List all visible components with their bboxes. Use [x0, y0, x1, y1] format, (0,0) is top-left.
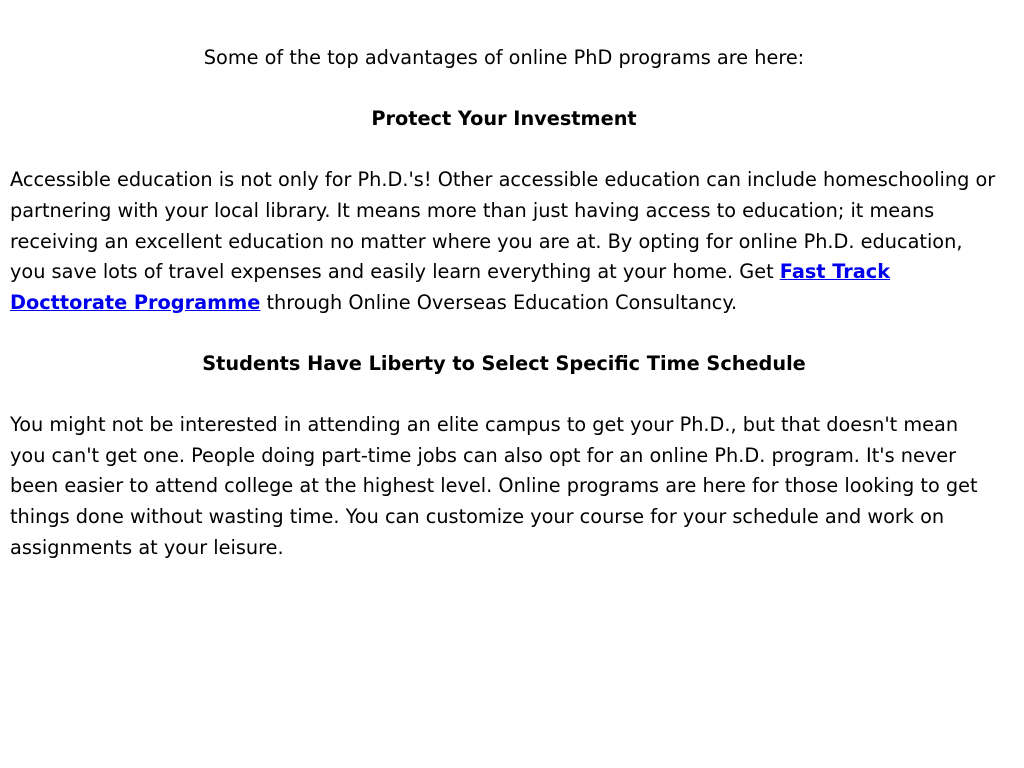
section-paragraph-time-schedule: You might not be interested in attending an elite campus to get your Ph.D., but that doesn't mean you can't get one. People doing part-time jobs can also opt for an online Ph.D. program. It's never been easier to attend college at the highest level. Online programs are here for those looking to get things done without wasting time. You can customize your course for your schedule and work on assignments at your leisure. [10, 413, 978, 559]
section-paragraph-protect-investment [10, 165, 998, 318]
section-heading-time-schedule: Students Have Liberty to Select Specific Time Schedule [202, 351, 806, 375]
fast-track-doctorate-link[interactable]: Fast Track Docttorate Programme [10, 260, 891, 314]
paragraph-text-before-link: Accessible education is not only for Ph.D.'s! Other accessible education can include homeschooling or partnering with your local library. It means more than just having access to education; it means receiving an excellent education no matter where you are at. By opting for online Ph.D. education, you save lots of travel expenses and easily learn everything at your home. Get [10, 168, 996, 284]
intro-text: Some of the top advantages of online PhD programs are here: [203, 46, 805, 69]
section-heading-protect-investment: Protect Your Investment [371, 107, 637, 131]
paragraph-text-after-link: through Online Overseas Education Consultancy. [260, 290, 738, 314]
